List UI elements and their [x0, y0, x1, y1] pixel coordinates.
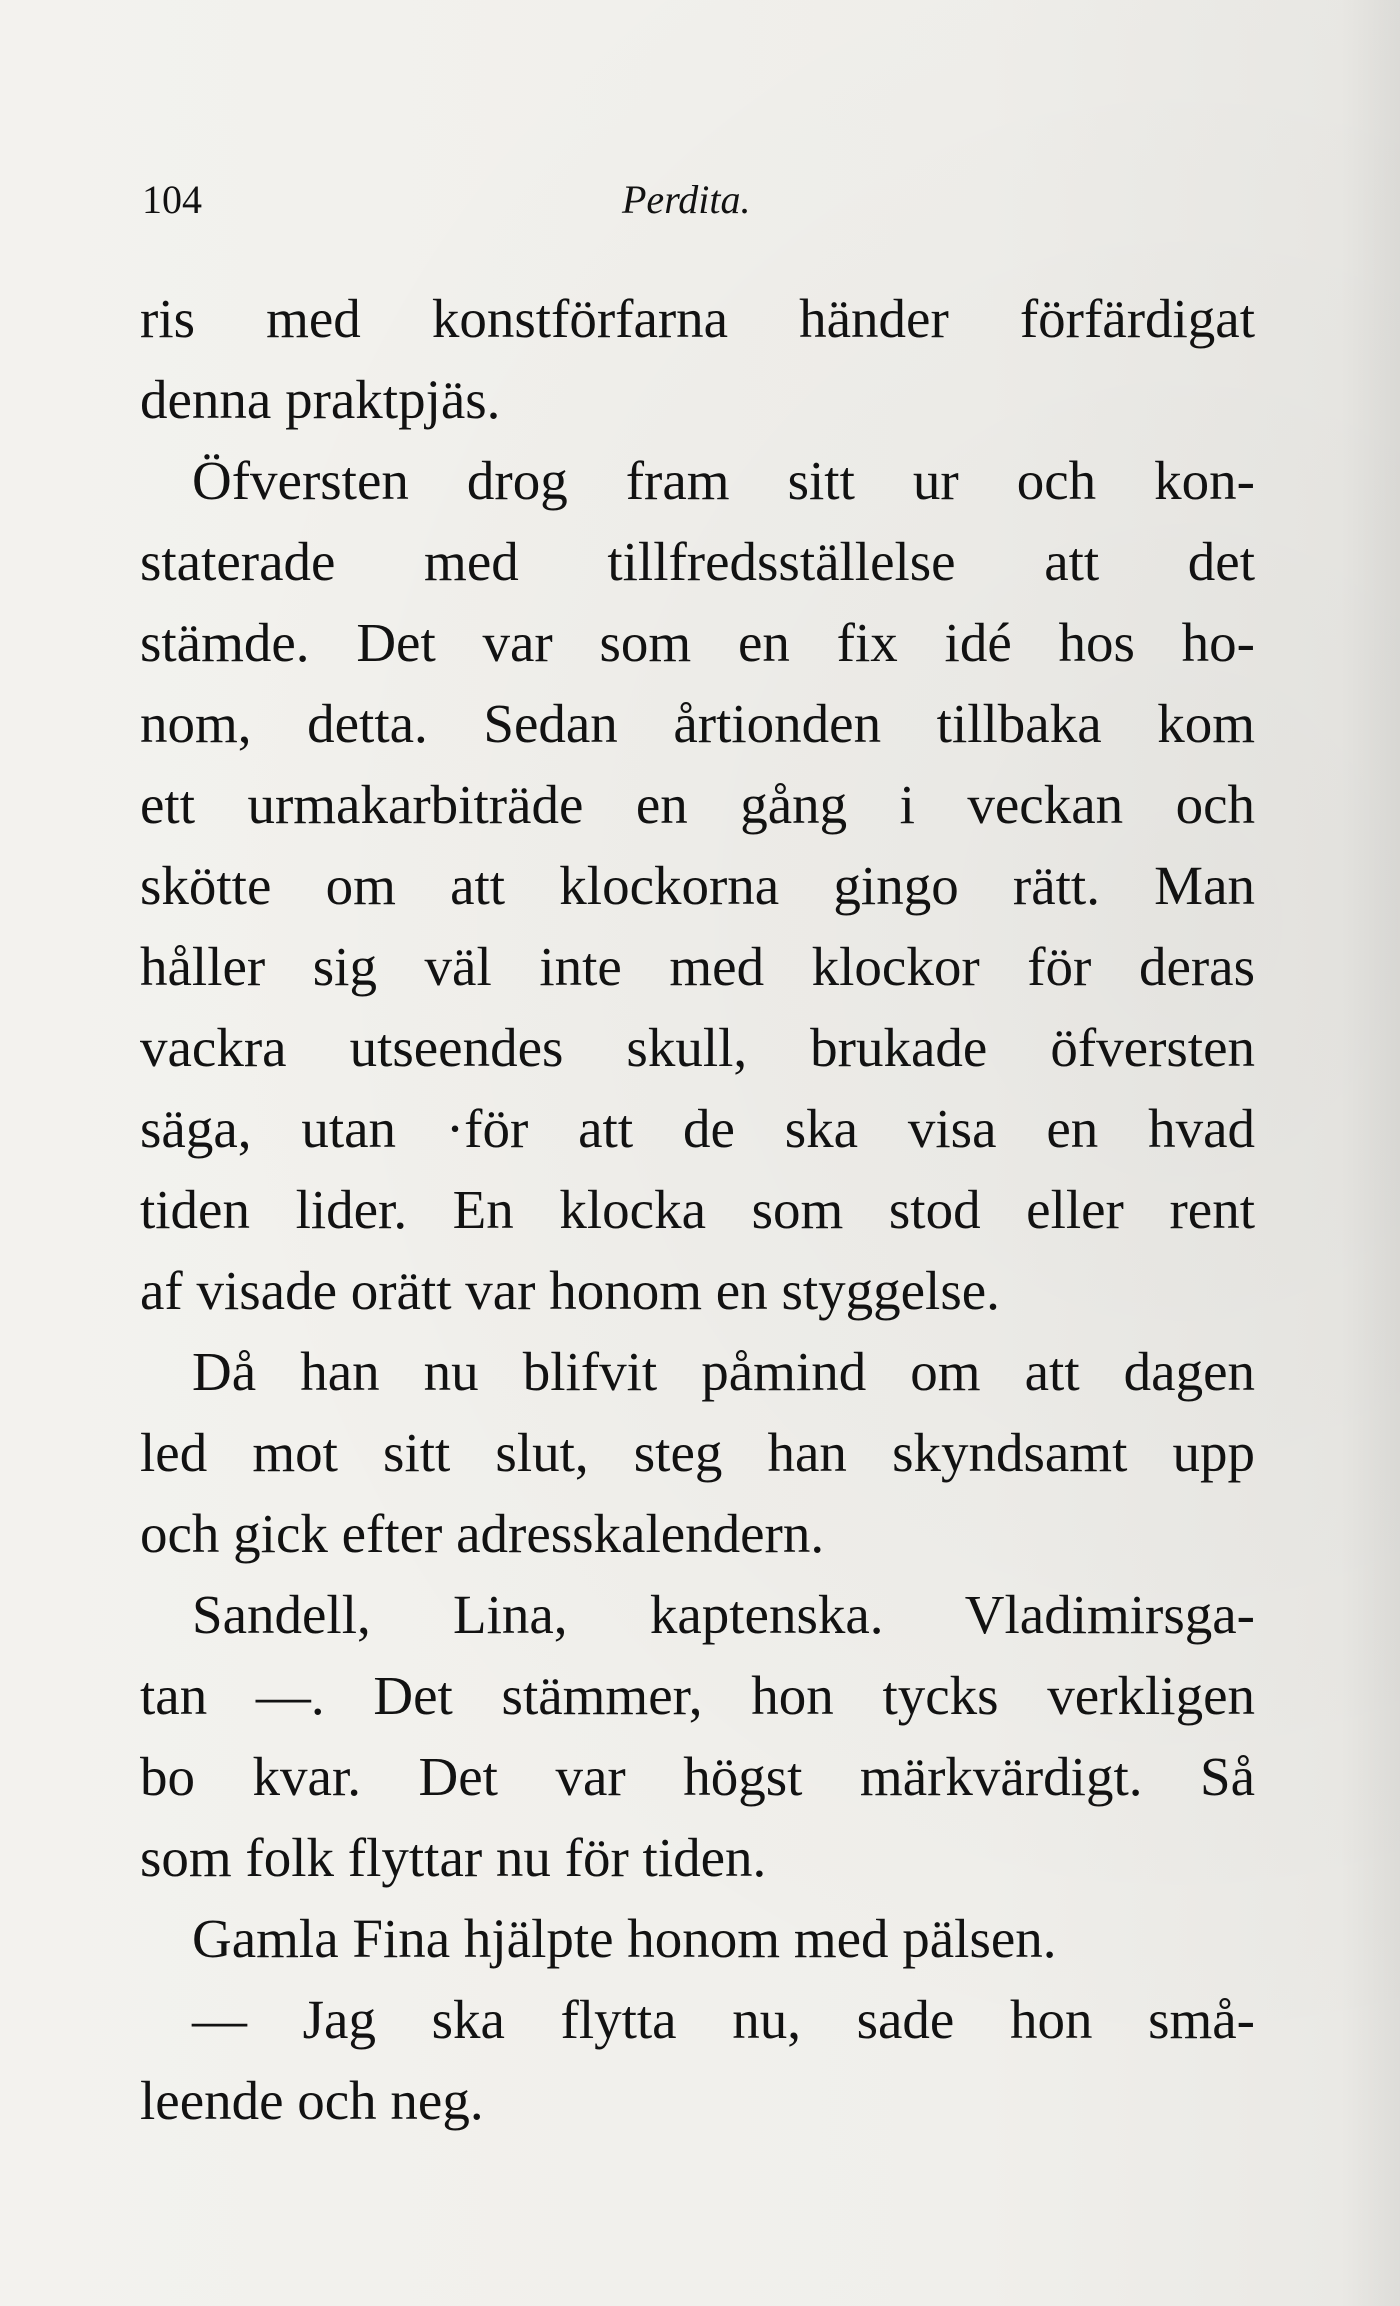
text-line: säga, utan ·för att de ska visa en hvad [140, 1098, 1255, 1159]
text-line: staterade med tillfredsställelse att det [140, 531, 1255, 592]
page-header [142, 170, 1252, 230]
text-line: bo kvar. Det var högst märkvärdigt. Så [140, 1746, 1255, 1807]
text-line: tan —. Det stämmer, hon tycks verkligen [140, 1665, 1255, 1726]
text-line: ris med konstförfarna händer förfärdigat [140, 288, 1255, 349]
text-line: skötte om att klockorna gingo rätt. Man [140, 855, 1255, 916]
text-line: vackra utseendes skull, brukade öfversten [140, 1017, 1255, 1078]
text-line: Sandell, Lina, kaptenska. Vladimirsga- [192, 1584, 1255, 1645]
body-text [140, 278, 1255, 2141]
text-line: Då han nu blifvit påmind om att dagen [192, 1341, 1255, 1402]
text-line: som folk flyttar nu för tiden. [140, 1827, 767, 1888]
text-line: af visade orätt var honom en styggelse. [140, 1260, 1000, 1321]
text-line: Öfversten drog fram sitt ur och kon- [192, 450, 1255, 511]
text-line: led mot sitt slut, steg han skyndsamt upp [140, 1422, 1255, 1483]
page-number: 104 [142, 177, 202, 222]
text-line: stämde. Det var som en fix idé hos ho- [140, 612, 1255, 673]
text-line: — Jag ska flytta nu, sade hon små- [192, 1989, 1255, 2050]
text-line: tiden lider. En klocka som stod eller rent [140, 1179, 1255, 1240]
text-line: nom, detta. Sedan årtionden tillbaka kom [140, 693, 1255, 754]
text-line: Gamla Fina hjälpte honom med pälsen. [192, 1908, 1057, 1969]
page-edge-shadow [1340, 0, 1400, 2306]
text-line: ett urmakarbiträde en gång i veckan och [140, 774, 1255, 835]
text-line: och gick efter adresskalendern. [140, 1503, 825, 1564]
running-title: Perdita. [622, 177, 751, 222]
text-line: leende och neg. [140, 2070, 484, 2131]
text-line: denna praktpjäs. [140, 369, 501, 430]
text-line: håller sig väl inte med klockor för deras [140, 936, 1255, 997]
